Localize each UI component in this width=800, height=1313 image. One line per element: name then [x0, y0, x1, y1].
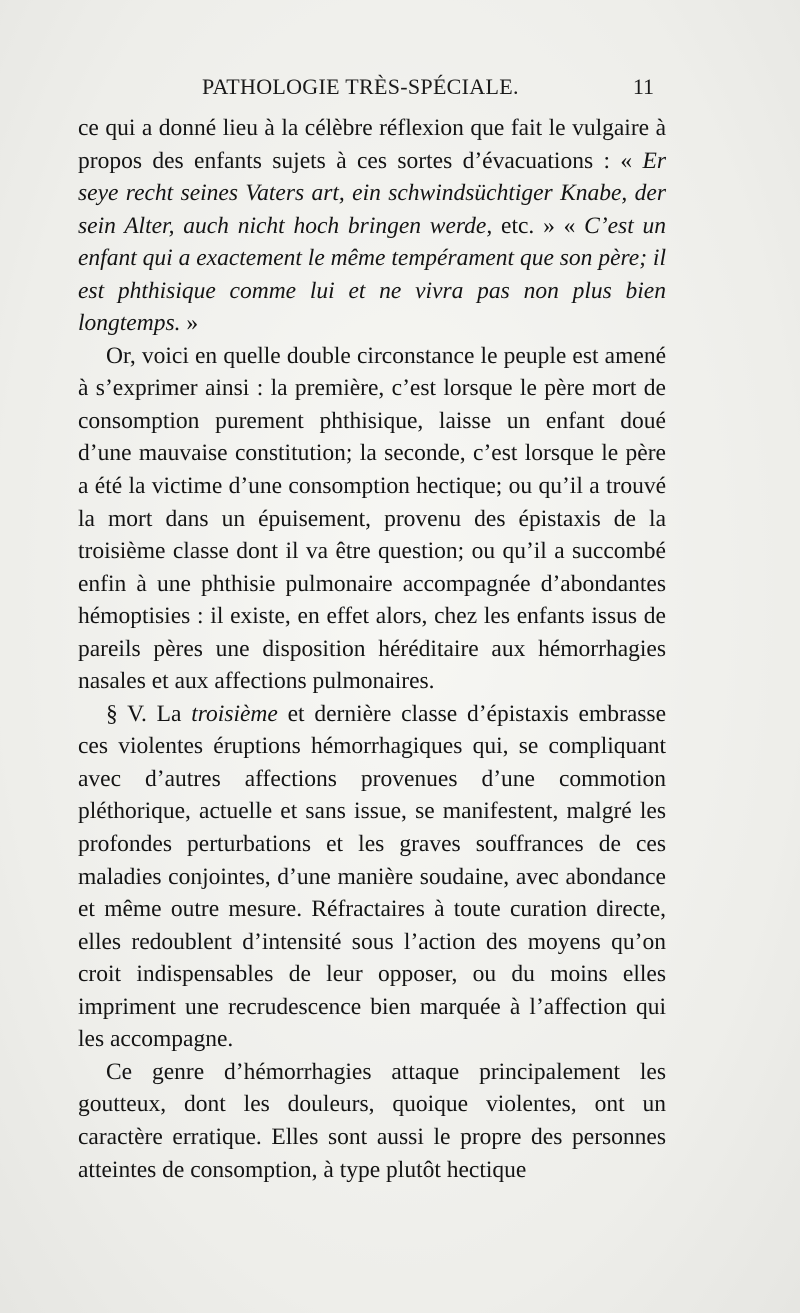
paragraph-1: [78, 112, 666, 340]
paragraph-2: Or, voici en quelle double circonstance le peuple est amené à s’exprimer ainsi : la première, c’est lorsque le père mort de consomption purement phthisique, laisse un enfant doué d’une mauvaise constitution; la seconde, c’est lorsque le père a été la victime d’une consomption hectique; ou qu’il a trouvé la mort dans un épuisement, provenu des épistaxis de la troisième classe dont il va être question; ou qu’il a succombé enfin à une phthisie pulmonaire accompagnée d’abondantes hémoptisies : il existe, en effet alors, chez les enfants issus de pareils pères une disposition héréditaire aux hémorrhagies nasales et aux affections pulmonaires.: [78, 342, 666, 695]
paragraph-3-text: et dernière classe d’épistaxis embrasse ces violentes éruptions hémorrhagiques qui, se compliquant avec d’autres affections provenues d’une commotion pléthorique, actuelle et sans issue, se manifestent, malgré les profondes perturbations et les graves souffrances de ces maladies conjointes, d’une manière soudaine, avec abondance et même outre mesure. Réfractaires à toute curation directe, elles redoublent d’intensité sous l’action des moyens qu’on croit indispensables de leur opposer, ou du moins elles impriment une recrudescence bien marquée à l’affection qui les accompagne.: [78, 700, 666, 1053]
running-title: PATHOLOGIE TRÈS-SPÉCIALE.: [202, 74, 519, 99]
paragraph-4: Ce genre d’hémorrhagies attaque principalement les goutteux, dont les douleurs, quoique violentes, ont un caractère erratique. Elles sont aussi le propre des personnes atteintes de consomption, à type plutôt hectique: [78, 1058, 666, 1183]
emphasis-troisieme: troisième: [191, 700, 278, 727]
paragraph-3: [78, 698, 666, 1056]
paragraph-1-text-a: ce qui a donné lieu à la célèbre réflexion que fait le vulgaire à propos des enfants sujets à ces sortes d’évacuations : «: [78, 115, 666, 174]
paragraph-1-text-c: etc. » «: [492, 212, 585, 239]
page-number: 11: [632, 74, 654, 99]
french-quote: C’est un enfant qui a exactement le même tempérament que son père; il est phthisique comme lui et ne vivra pas non plus bien longtemps.: [78, 212, 667, 337]
paragraph-1-text-e: »: [180, 310, 199, 337]
running-header: [78, 70, 658, 106]
body-text: [78, 112, 666, 1186]
section-marker-text: § V. La: [106, 700, 192, 727]
german-quote: Er seye recht seines Vaters art, ein schwindsüchtiger Knabe, der sein Alter, auch nicht hoch bringen werde,: [78, 147, 666, 239]
